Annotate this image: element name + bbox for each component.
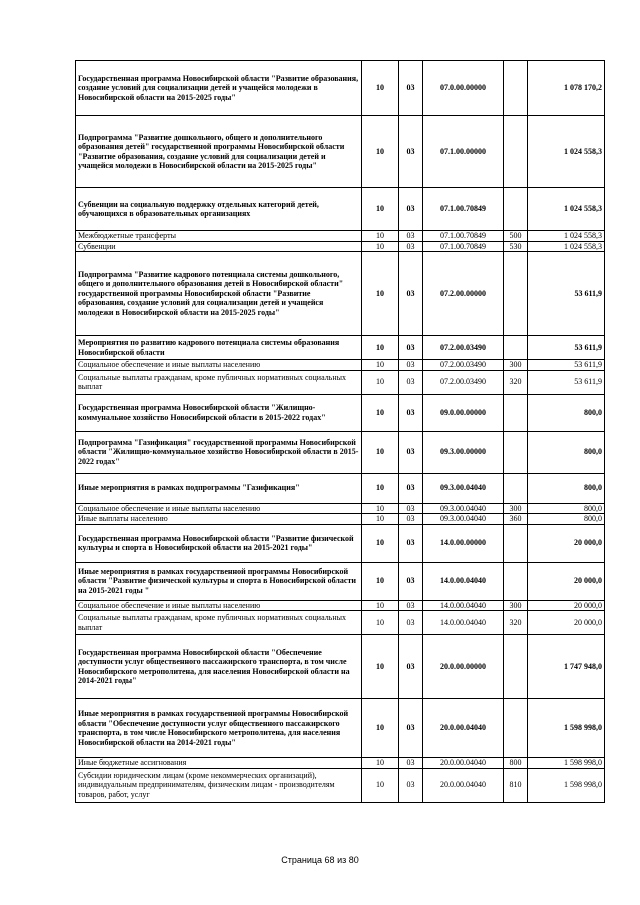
row-section: 10	[362, 473, 399, 503]
row-target-code: 20.0.00.04040	[423, 699, 504, 758]
row-expense-type	[504, 61, 528, 116]
row-expense-type: 320	[504, 611, 528, 635]
row-name: Иные мероприятия в рамках государственной программы Новосибирской области "Развитие физической культуры и спорта в Новосибирской области на 2015-2021 годы "	[76, 562, 362, 600]
row-sum: 1 598 998,0	[528, 699, 605, 758]
row-sum: 1 024 558,3	[528, 116, 605, 188]
row-section: 10	[362, 336, 399, 360]
row-target-code: 14.0.00.04040	[423, 600, 504, 611]
row-sum: 1 598 998,0	[528, 758, 605, 769]
row-sum: 20 000,0	[528, 600, 605, 611]
row-subsection: 03	[399, 116, 423, 188]
row-subsection: 03	[399, 600, 423, 611]
table-row	[76, 503, 605, 514]
row-name: Субвенции на социальную поддержку отдельных категорий детей, обучающихся в образовательных организациях	[76, 188, 362, 231]
row-name: Государственная программа Новосибирской области "Развитие физической культуры и спорта в Новосибирской области на 2015-2021 годы"	[76, 524, 362, 562]
row-sum: 1 024 558,3	[528, 231, 605, 242]
table-row	[76, 252, 605, 336]
row-expense-type	[504, 188, 528, 231]
row-section: 10	[362, 524, 399, 562]
row-name: Государственная программа Новосибирской области "Обеспечение доступности услуг общественного пассажирского транспорта, в том числе Новосибирского метрополитена, для населения Новосибирской области на 2014-2021 годы"	[76, 635, 362, 699]
row-expense-type	[504, 431, 528, 473]
row-target-code: 14.0.00.00000	[423, 524, 504, 562]
table-row	[76, 394, 605, 431]
row-sum: 1 598 998,0	[528, 768, 605, 802]
row-target-code: 20.0.00.00000	[423, 635, 504, 699]
row-expense-type: 800	[504, 758, 528, 769]
row-name: Социальное обеспечение и иные выплаты населению	[76, 600, 362, 611]
row-subsection: 03	[399, 758, 423, 769]
row-subsection: 03	[399, 360, 423, 371]
row-subsection: 03	[399, 252, 423, 336]
table-row	[76, 562, 605, 600]
table-row	[76, 61, 605, 116]
row-name: Социальные выплаты гражданам, кроме публичных нормативных социальных выплат	[76, 370, 362, 394]
row-target-code: 14.0.00.04040	[423, 562, 504, 600]
row-section: 10	[362, 514, 399, 525]
budget-table-body	[76, 61, 605, 803]
table-row	[76, 360, 605, 371]
row-sum: 800,0	[528, 514, 605, 525]
row-section: 10	[362, 241, 399, 252]
row-subsection: 03	[399, 431, 423, 473]
table-row	[76, 524, 605, 562]
row-name: Государственная программа Новосибирской области "Жилищно-коммунальное хозяйство Новосибирской области в 2015-2022 годах"	[76, 394, 362, 431]
row-section: 10	[362, 61, 399, 116]
table-row	[76, 768, 605, 802]
row-expense-type	[504, 116, 528, 188]
row-expense-type	[504, 394, 528, 431]
row-sum: 20 000,0	[528, 611, 605, 635]
row-expense-type	[504, 562, 528, 600]
table-row	[76, 514, 605, 525]
row-subsection: 03	[399, 524, 423, 562]
row-name: Мероприятия по развитию кадрового потенциала системы образования Новосибирской области	[76, 336, 362, 360]
row-sum: 53 611,9	[528, 370, 605, 394]
row-expense-type	[504, 635, 528, 699]
row-target-code: 07.2.00.03490	[423, 370, 504, 394]
row-name: Подпрограмма "Развитие кадрового потенциала системы дошкольного, общего и дополнительного образования детей в Новосибирской области" государственной программы Новосибирской области "Развитие образования, создание условий для социализации детей и учащейся молодежи в Новосибирской области на 2015-2025 годы"	[76, 252, 362, 336]
row-target-code: 09.3.00.00000	[423, 431, 504, 473]
row-subsection: 03	[399, 241, 423, 252]
row-target-code: 07.2.00.03490	[423, 360, 504, 371]
row-name: Иные мероприятия в рамках государственной программы Новосибирской области "Обеспечение доступности услуг общественного пассажирского транспорта, в том числе Новосибирского метрополитена, для населения Новосибирской области на 2014-2021 годы"	[76, 699, 362, 758]
row-name: Социальное обеспечение и иные выплаты населению	[76, 360, 362, 371]
row-target-code: 07.1.00.70849	[423, 231, 504, 242]
row-expense-type: 300	[504, 360, 528, 371]
row-expense-type: 360	[504, 514, 528, 525]
row-target-code: 09.3.00.04040	[423, 514, 504, 525]
table-row	[76, 611, 605, 635]
row-sum: 53 611,9	[528, 336, 605, 360]
row-section: 10	[362, 360, 399, 371]
row-target-code: 09.3.00.04040	[423, 473, 504, 503]
row-subsection: 03	[399, 188, 423, 231]
row-section: 10	[362, 699, 399, 758]
row-expense-type: 530	[504, 241, 528, 252]
row-section: 10	[362, 611, 399, 635]
row-name: Подпрограмма "Развитие дошкольного, общего и дополнительного образования детей" государственной программы Новосибирской области "Развитие образования, создание условий для социализации детей и учащейся молодежи в Новосибирской области на 2015-2025 годы"	[76, 116, 362, 188]
row-subsection: 03	[399, 635, 423, 699]
row-expense-type	[504, 336, 528, 360]
row-target-code: 07.2.00.03490	[423, 336, 504, 360]
budget-table	[75, 60, 605, 803]
row-name: Иные выплаты населению	[76, 514, 362, 525]
table-row	[76, 116, 605, 188]
row-target-code: 07.1.00.70849	[423, 188, 504, 231]
row-section: 10	[362, 394, 399, 431]
table-row	[76, 600, 605, 611]
row-section: 10	[362, 768, 399, 802]
row-name: Подпрограмма "Газификация" государственной программы Новосибирской области "Жилищно-коммунальное хозяйство Новосибирской области в 2015-2022 годах"	[76, 431, 362, 473]
row-sum: 1 078 170,2	[528, 61, 605, 116]
table-row	[76, 635, 605, 699]
row-name: Субсидии юридическим лицам (кроме некоммерческих организаций), индивидуальным предпринимателям, физическим лицам - производителям товаров, работ, услуг	[76, 768, 362, 802]
row-expense-type	[504, 252, 528, 336]
row-expense-type	[504, 699, 528, 758]
row-section: 10	[362, 231, 399, 242]
row-target-code: 14.0.00.04040	[423, 611, 504, 635]
row-section: 10	[362, 370, 399, 394]
row-subsection: 03	[399, 514, 423, 525]
row-sum: 800,0	[528, 394, 605, 431]
row-expense-type: 320	[504, 370, 528, 394]
row-expense-type: 300	[504, 600, 528, 611]
row-name: Социальное обеспечение и иные выплаты населению	[76, 503, 362, 514]
row-name: Государственная программа Новосибирской области "Развитие образования, создание условий для социализации детей и учащейся молодежи в Новосибирской области на 2015-2025 годы"	[76, 61, 362, 116]
row-section: 10	[362, 252, 399, 336]
row-target-code: 07.1.00.00000	[423, 116, 504, 188]
row-sum: 20 000,0	[528, 562, 605, 600]
row-target-code: 20.0.00.04040	[423, 758, 504, 769]
row-subsection: 03	[399, 61, 423, 116]
row-sum: 800,0	[528, 503, 605, 514]
row-subsection: 03	[399, 231, 423, 242]
table-row	[76, 473, 605, 503]
table-row	[76, 336, 605, 360]
row-target-code: 07.1.00.70849	[423, 241, 504, 252]
row-subsection: 03	[399, 336, 423, 360]
table-row	[76, 699, 605, 758]
row-subsection: 03	[399, 562, 423, 600]
row-name: Социальные выплаты гражданам, кроме публичных нормативных социальных выплат	[76, 611, 362, 635]
row-target-code: 20.0.00.04040	[423, 768, 504, 802]
row-target-code: 09.0.00.00000	[423, 394, 504, 431]
row-sum: 800,0	[528, 431, 605, 473]
row-sum: 1 024 558,3	[528, 188, 605, 231]
table-row	[76, 231, 605, 242]
row-sum: 20 000,0	[528, 524, 605, 562]
row-sum: 53 611,9	[528, 360, 605, 371]
row-sum: 53 611,9	[528, 252, 605, 336]
row-section: 10	[362, 116, 399, 188]
row-target-code: 09.3.00.04040	[423, 503, 504, 514]
row-subsection: 03	[399, 473, 423, 503]
row-expense-type: 500	[504, 231, 528, 242]
row-section: 10	[362, 562, 399, 600]
row-section: 10	[362, 431, 399, 473]
row-target-code: 07.2.00.00000	[423, 252, 504, 336]
row-name: Иные мероприятия в рамках подпрограммы "Газификация"	[76, 473, 362, 503]
table-row	[76, 758, 605, 769]
row-expense-type	[504, 473, 528, 503]
table-row	[76, 241, 605, 252]
row-subsection: 03	[399, 611, 423, 635]
row-expense-type: 810	[504, 768, 528, 802]
row-sum: 800,0	[528, 473, 605, 503]
row-subsection: 03	[399, 768, 423, 802]
row-name: Иные бюджетные ассигнования	[76, 758, 362, 769]
row-subsection: 03	[399, 394, 423, 431]
row-sum: 1 747 948,0	[528, 635, 605, 699]
row-section: 10	[362, 758, 399, 769]
row-target-code: 07.0.00.00000	[423, 61, 504, 116]
row-subsection: 03	[399, 370, 423, 394]
row-subsection: 03	[399, 503, 423, 514]
row-section: 10	[362, 635, 399, 699]
table-row	[76, 431, 605, 473]
row-section: 10	[362, 188, 399, 231]
row-expense-type: 300	[504, 503, 528, 514]
row-sum: 1 024 558,3	[528, 241, 605, 252]
page-number: Страница 68 из 80	[281, 855, 359, 865]
table-row	[76, 188, 605, 231]
row-name: Субвенции	[76, 241, 362, 252]
row-name: Межбюджетные трансферты	[76, 231, 362, 242]
row-subsection: 03	[399, 699, 423, 758]
table-row	[76, 370, 605, 394]
row-section: 10	[362, 600, 399, 611]
row-expense-type	[504, 524, 528, 562]
row-section: 10	[362, 503, 399, 514]
